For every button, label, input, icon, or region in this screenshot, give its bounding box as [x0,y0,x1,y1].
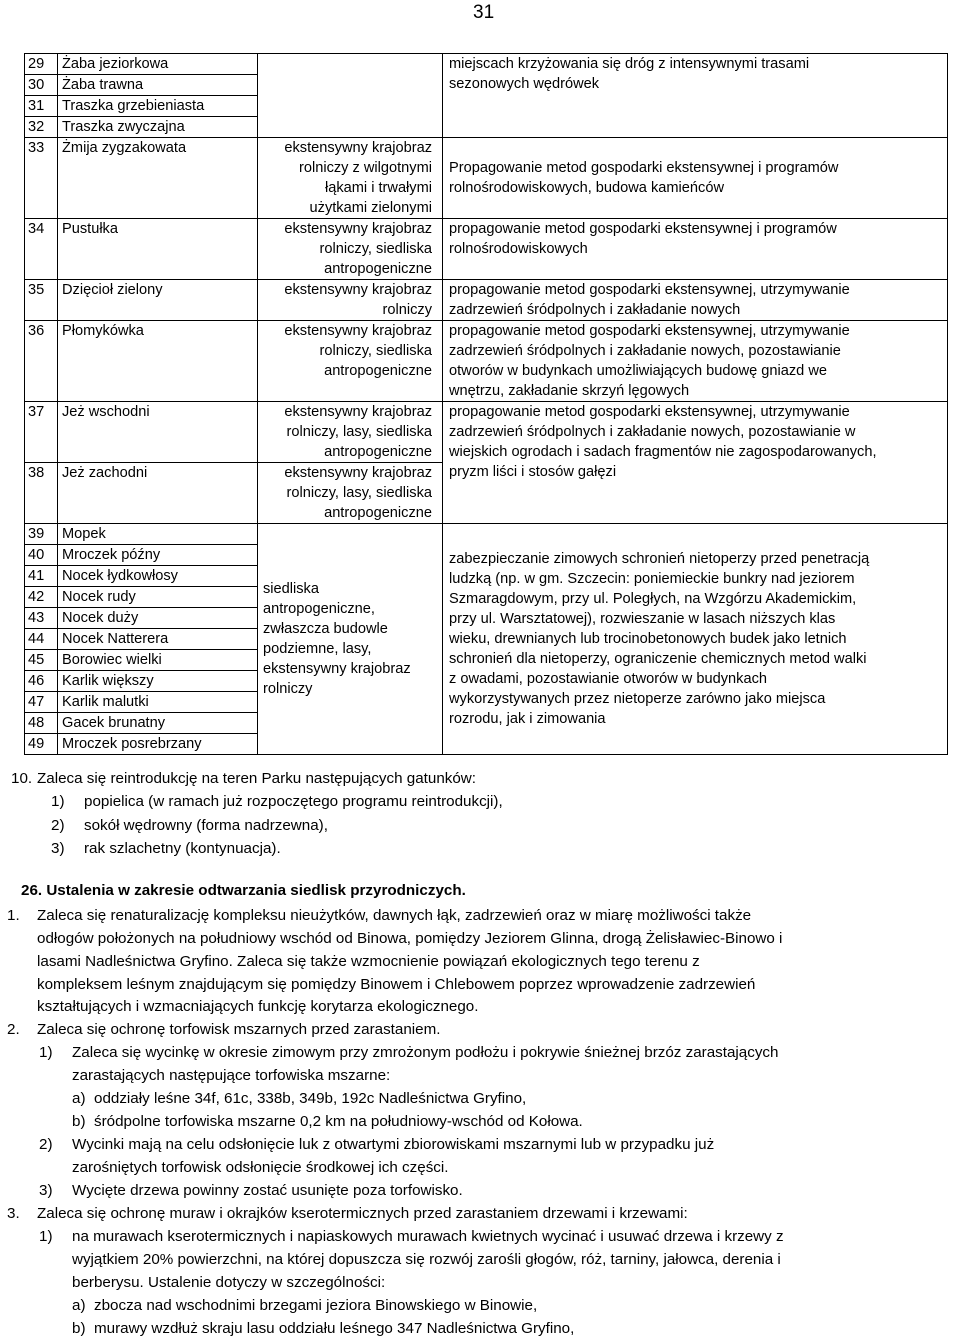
list-item: rak szlachetny (kontynuacja). [84,840,281,857]
habitat-cell [258,280,443,321]
cell-line: ekstensywny krajobraz [284,323,432,339]
para-10-number: 10. [11,770,33,787]
list-marker: 1) [39,1044,53,1061]
cell-line: propagowanie metod gospodarki ekstensywnej i programów [449,221,837,237]
cell-line: rolniczy, siedliska [319,343,432,359]
table-row [25,280,948,321]
list-item: sokół wędrowny (forma nadrzewna), [84,817,328,834]
species-number: 32 [25,117,58,138]
cell-line: rolniczy, lasy, siedliska [286,485,432,501]
table-row [25,321,948,402]
para-1-line: odłogów położonych na południowy wschód od Binowa, pomiędzy Jeziorem Glinna, drogą Żelisławiec-Binowo i [37,930,783,947]
table-row [25,219,948,280]
species-name: Żmija zygzakowata [58,138,258,219]
list-item: murawy wzdłuż skraju lasu oddziału leśnego 347 Nadleśnictwa Gryfino, [94,1320,575,1337]
cell-line: antropogeniczne [324,444,432,460]
species-number: 42 [25,587,58,608]
habitat-cell [258,402,443,463]
cell-line: propagowanie metod gospodarki ekstensywnej, utrzymywanie [449,282,850,298]
list-marker: 2) [39,1136,53,1153]
cell-line: Szmaragdowym, przy ul. Poległych, na Wzgórzu Akademickim, [449,591,857,607]
species-name: Karlik większy [58,671,258,692]
cell-line: ekstensywny krajobraz [284,282,432,298]
cell-line: rolniczy z wilgotnymi [299,160,432,176]
species-number: 35 [25,280,58,321]
habitat-cell [258,321,443,402]
cell-line: wykorzystywanych przez nietoperze zarówno jako miejsca [449,691,826,707]
cell-line: antropogeniczne [324,505,432,521]
cell-line: wiejskich ogrodach i sadach fragmentów nie zagospodarowanych, [449,444,877,460]
species-number: 48 [25,713,58,734]
cell-line: rolnośrodowiskowych [449,241,588,257]
species-name: Gacek brunatny [58,713,258,734]
para-1-line: kształtujących i wzmacniających funkcję korytarza ekologicznego. [37,998,479,1015]
cell-line: antropogeniczne [324,363,432,379]
list-item-line: wyjątkiem 20% powierzchni, na której dopuszcza się rozwój zarośli głogów, róż, tarniny, jałowca, derenia i [72,1251,781,1268]
species-name: Traszka grzebieniasta [58,96,258,117]
list-marker: 2) [51,817,65,834]
cell-line: ekstensywny krajobraz [263,661,411,677]
cell-line: zadrzewień śródpolnych i zakładanie nowych, pozostawianie [449,343,841,359]
cell-line: ludzką (np. w gm. Szczecin: poniemieckie bunkry nad jeziorem [449,571,855,587]
table-row [25,524,948,545]
cell-line: użytkami zielonymi [309,200,432,216]
list-marker: 3) [39,1182,53,1199]
list-marker: a) [72,1297,86,1314]
list-item: oddziały leśne 34f, 61c, 338b, 349b, 192c Nadleśnictwa Gryfino, [94,1090,527,1107]
cell-line: otworów w budynkach umożliwiających budowę gniazd we [449,363,828,379]
species-number: 43 [25,608,58,629]
cell-line: rolniczy [263,681,313,697]
cell-line: z owadami, pozostawianie otworów w budynkach [449,671,767,687]
species-number: 29 [25,54,58,75]
cell-line: antropogeniczne, [263,601,375,617]
species-name: Pustułka [58,219,258,280]
species-number: 45 [25,650,58,671]
species-name: Nocek duży [58,608,258,629]
action-cell [443,138,948,219]
action-cell [443,402,948,524]
species-name: Mopek [58,524,258,545]
para-1-number: 1. [7,907,20,924]
para-2-number: 2. [7,1021,20,1038]
species-table [24,53,948,755]
species-number: 30 [25,75,58,96]
para-1-line: Zaleca się renaturalizację kompleksu nieużytków, dawnych łąk, zadrzewień oraz w miarę możliwości także [37,907,752,924]
list-marker: 3) [51,840,65,857]
list-item-line: Wycinki mają na celu odsłonięcie luk z otwartymi zbiorowiskami mszarnymi lub w przypadku już [72,1136,715,1153]
species-number: 33 [25,138,58,219]
cell-line: siedliska [263,581,319,597]
species-number: 36 [25,321,58,402]
action-cell [443,280,948,321]
cell-line: pryzm liści i stosów gałęzi [449,464,617,480]
species-name: Nocek Natterera [58,629,258,650]
list-marker: 1) [51,793,65,810]
habitat-cell [258,524,443,755]
cell-line: Propagowanie metod gospodarki ekstensywnej i programów [449,160,839,176]
habitat-cell [258,463,443,524]
cell-line: sezonowych wędrówek [449,76,600,92]
cell-line: ekstensywny krajobraz [284,221,432,237]
table-row [25,138,948,219]
species-number: 40 [25,545,58,566]
para-1-line: lasami Nadleśnictwa Gryfino. Zaleca się także wzmocnienie powiązań ekologicznych tego terenu z [37,953,700,970]
species-name: Żaba trawna [58,75,258,96]
cell-line: podziemne, lasy, [263,641,372,657]
cell-line: propagowanie metod gospodarki ekstensywnej, utrzymywanie [449,404,850,420]
list-marker: b) [72,1320,86,1337]
species-name: Jeż zachodni [58,463,258,524]
cell-line: zabezpieczanie zimowych schronień nietoperzy przed penetracją [449,551,870,567]
list-item: śródpolne torfowiska mszarne 0,2 km na południowy-wschód od Kołowa. [94,1113,583,1130]
para-10: Zaleca się reintrodukcję na teren Parku następujących gatunków: [37,770,476,787]
list-item: zbocza nad wschodnimi brzegami jeziora Binowskiego w Binowie, [94,1297,538,1314]
cell-line: schronień dla nietoperzy, ograniczenie chemicznych metod walki [449,651,867,667]
habitat-cell [258,54,443,138]
species-number: 49 [25,734,58,755]
cell-line: antropogeniczne [324,261,432,277]
para-1-line: kompleksem leśnym znajdującym się pomiędzy Binowem i Chlebowem poprzez wprowadzenie zadrzewień [37,976,756,993]
cell-line: rolniczy, lasy, siedliska [286,424,432,440]
para-2: Zaleca się ochronę torfowisk mszarnych przed zarastaniem. [37,1021,441,1038]
section-heading: 26. Ustalenia w zakresie odtwarzania siedlisk przyrodniczych. [21,882,466,899]
list-item-line: berberysu. Ustalenie dotyczy w szczególności: [72,1274,386,1291]
para-3: Zaleca się ochronę muraw i okrajków kserotermicznych przed zarastaniem drzewami i krzewami: [37,1205,688,1222]
species-name: Traszka zwyczajna [58,117,258,138]
page-number: 31 [473,2,495,23]
cell-line: rozrodu, jak i zimowania [449,711,606,727]
species-name: Nocek rudy [58,587,258,608]
species-number: 41 [25,566,58,587]
list-item: Wycięte drzewa powinny zostać usunięte poza torfowisko. [72,1182,463,1199]
species-number: 37 [25,402,58,463]
list-item: popielica (w ramach już rozpoczętego programu reintrodukcji), [84,793,503,810]
species-name: Jeż wschodni [58,402,258,463]
cell-line: rolniczy [382,302,432,318]
para-3-number: 3. [7,1205,20,1222]
species-number: 46 [25,671,58,692]
species-name: Dzięcioł zielony [58,280,258,321]
species-name: Karlik malutki [58,692,258,713]
species-name: Nocek łydkowłosy [58,566,258,587]
action-cell [443,219,948,280]
species-name: Borowiec wielki [58,650,258,671]
cell-line: łąkami i trwałymi [324,180,432,196]
table-row [25,402,948,463]
list-item-line: na murawach kserotermicznych i napiaskowych murawach kwietnych wycinać i usuwać drzewa i krzewy z [72,1228,784,1245]
cell-line: wnętrzu, zakładanie skrzyń lęgowych [449,383,690,399]
list-marker: 1) [39,1228,53,1245]
habitat-cell [258,138,443,219]
cell-line: ekstensywny krajobraz [284,140,432,156]
species-number: 31 [25,96,58,117]
list-item-line: Zaleca się wycinkę w okresie zimowym przy zmrożonym podłożu i pokrywie śnieżnej brzóz zarastających [72,1044,779,1061]
list-marker: a) [72,1090,86,1107]
action-cell [443,524,948,755]
species-name: Płomykówka [58,321,258,402]
species-name: Mroczek późny [58,545,258,566]
cell-line: przy ul. Warsztatowej), rozwieszanie w lasach niższych klas [449,611,836,627]
species-name: Żaba jeziorkowa [58,54,258,75]
cell-line: zwłaszcza budowle [263,621,388,637]
cell-line: wieku, drewnianych lub trocinobetonowych budek jako letnich [449,631,847,647]
action-cell [443,54,948,138]
table-row [25,54,948,75]
cell-line: zadrzewień śródpolnych i zakładanie nowych [449,302,741,318]
species-number: 38 [25,463,58,524]
cell-line: ekstensywny krajobraz [284,465,432,481]
habitat-cell [258,219,443,280]
species-name: Mroczek posrebrzany [58,734,258,755]
cell-line: zadrzewień śródpolnych i zakładanie nowych, pozostawianie w [449,424,856,440]
cell-line: rolnośrodowiskowych, budowa kamieńców [449,180,724,196]
cell-line: propagowanie metod gospodarki ekstensywnej, utrzymywanie [449,323,850,339]
species-number: 47 [25,692,58,713]
cell-line: miejscach krzyżowania się dróg z intensywnymi trasami [449,56,810,72]
list-item-line: zarastających następujące torfowiska mszarne: [72,1067,391,1084]
list-marker: b) [72,1113,86,1130]
species-number: 34 [25,219,58,280]
cell-line: ekstensywny krajobraz [284,404,432,420]
list-item-line: zarośniętych torfowisk odsłonięcie środkowej ich części. [72,1159,449,1176]
cell-line [449,138,945,158]
species-number: 44 [25,629,58,650]
cell-line: rolniczy, siedliska [319,241,432,257]
species-number: 39 [25,524,58,545]
action-cell [443,321,948,402]
